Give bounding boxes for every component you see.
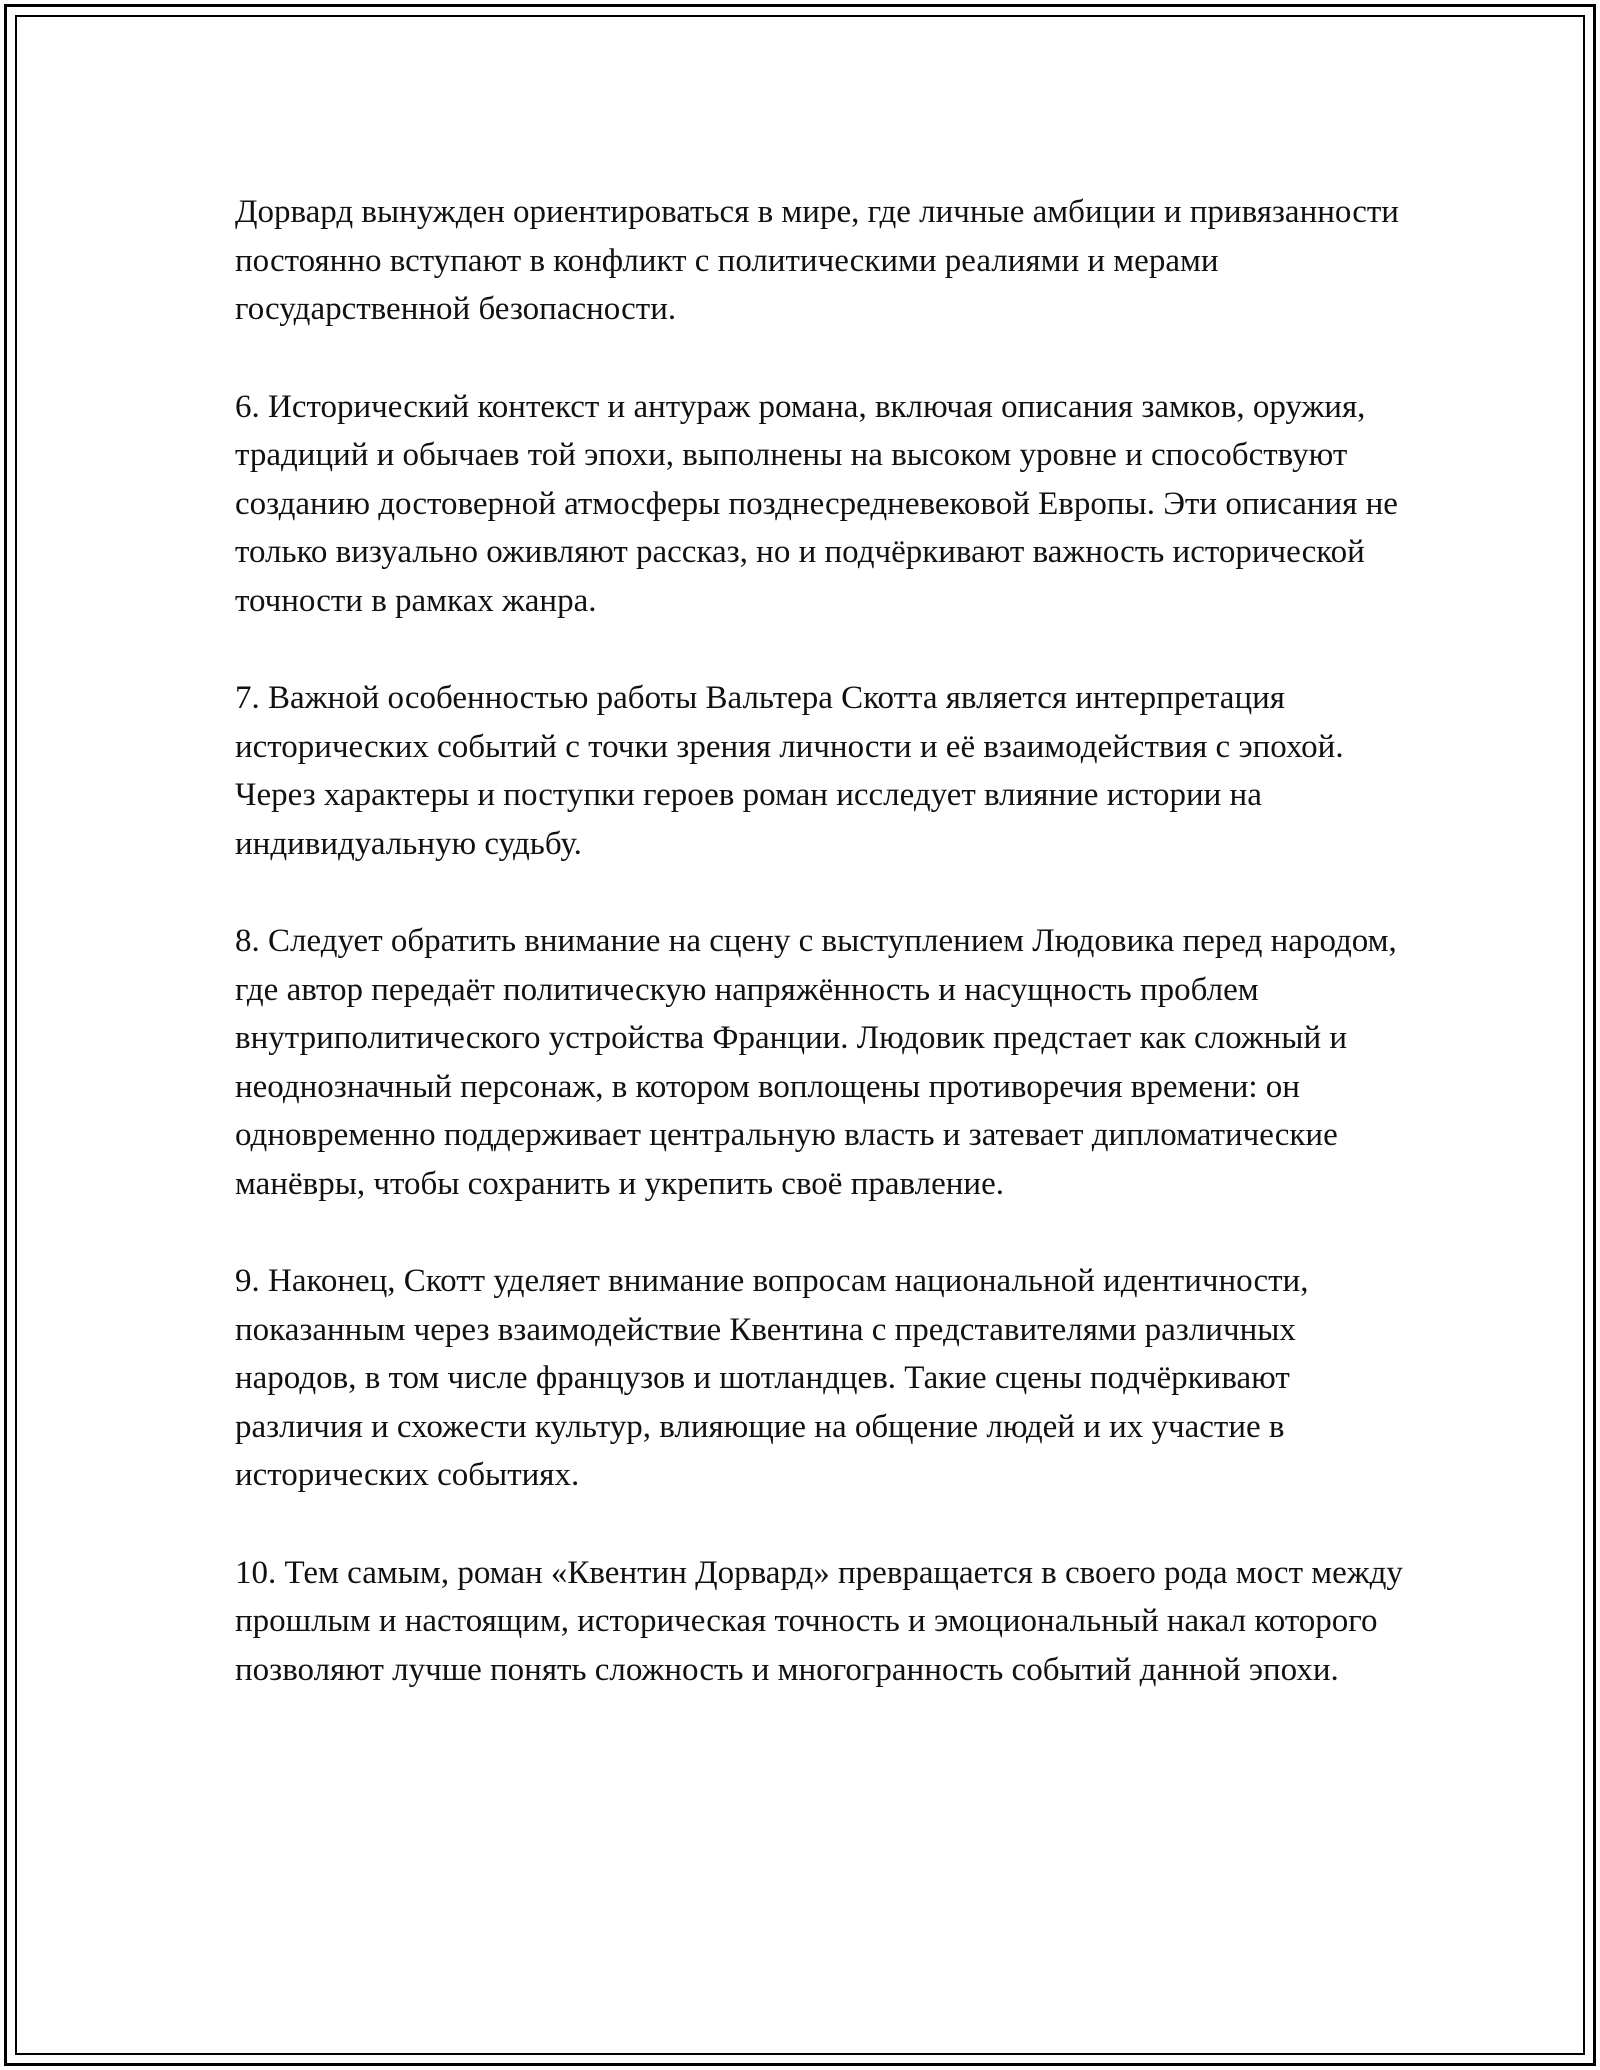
document-body (235, 188, 1415, 1743)
paragraph-6: 6. Исторический контекст и антураж романа, включая описания замков, оружия, традиций и обычаев той эпохи, выполнены на высоком уровне и способствуют созданию достоверной атмосферы позднесредневековой Европы. Эти описания не только визуально оживляют рассказ, но и подчёркивают важность исторической точности в рамках жанра. (235, 388, 1398, 619)
paragraph-10: 10. Тем самым, роман «Квентин Дорвард» превращается в своего рода мост между прошлым и настоящим, историческая точность и эмоциональный накал которого позволяют лучше понять сложность и многогранность событий данной эпохи. (235, 1554, 1403, 1688)
paragraph-9: 9. Наконец, Скотт уделяет внимание вопросам национальной идентичности, показанным через взаимодействие Квентина с представителями различных народов, в том числе французов и шотландцев. Такие сцены подчёркивают различия и схожести культур, влияющие на общение людей и их участие в исторических событиях. (235, 1263, 1309, 1493)
paragraph-7: 7. Важной особенностью работы Вальтера Скотта является интерпретация исторических событий с точки зрения личности и её взаимодействия с эпохой. Через характеры и поступки героев роман исследует влияние истории на индивидуальную судьбу. (235, 680, 1344, 862)
paragraph-intro: Дорвард вынужден ориентироваться в мире, где личные амбиции и привязанности постоянно вступают в конфликт с политическими реалиями и мерами государственной безопасности. (235, 194, 1399, 327)
paragraph-8: 8. Следует обратить внимание на сцену с выступлением Людовика перед народом, где автор передаёт политическую напряжённость и насущность проблем внутриполитического устройства Франции. Людовик предстает как сложный и неоднозначный персонаж, в котором воплощены противоречия времени: он одновременно поддерживает центральную власть и затевает дипломатические манёвры, чтобы сохранить и укрепить своё правление. (235, 923, 1397, 1202)
